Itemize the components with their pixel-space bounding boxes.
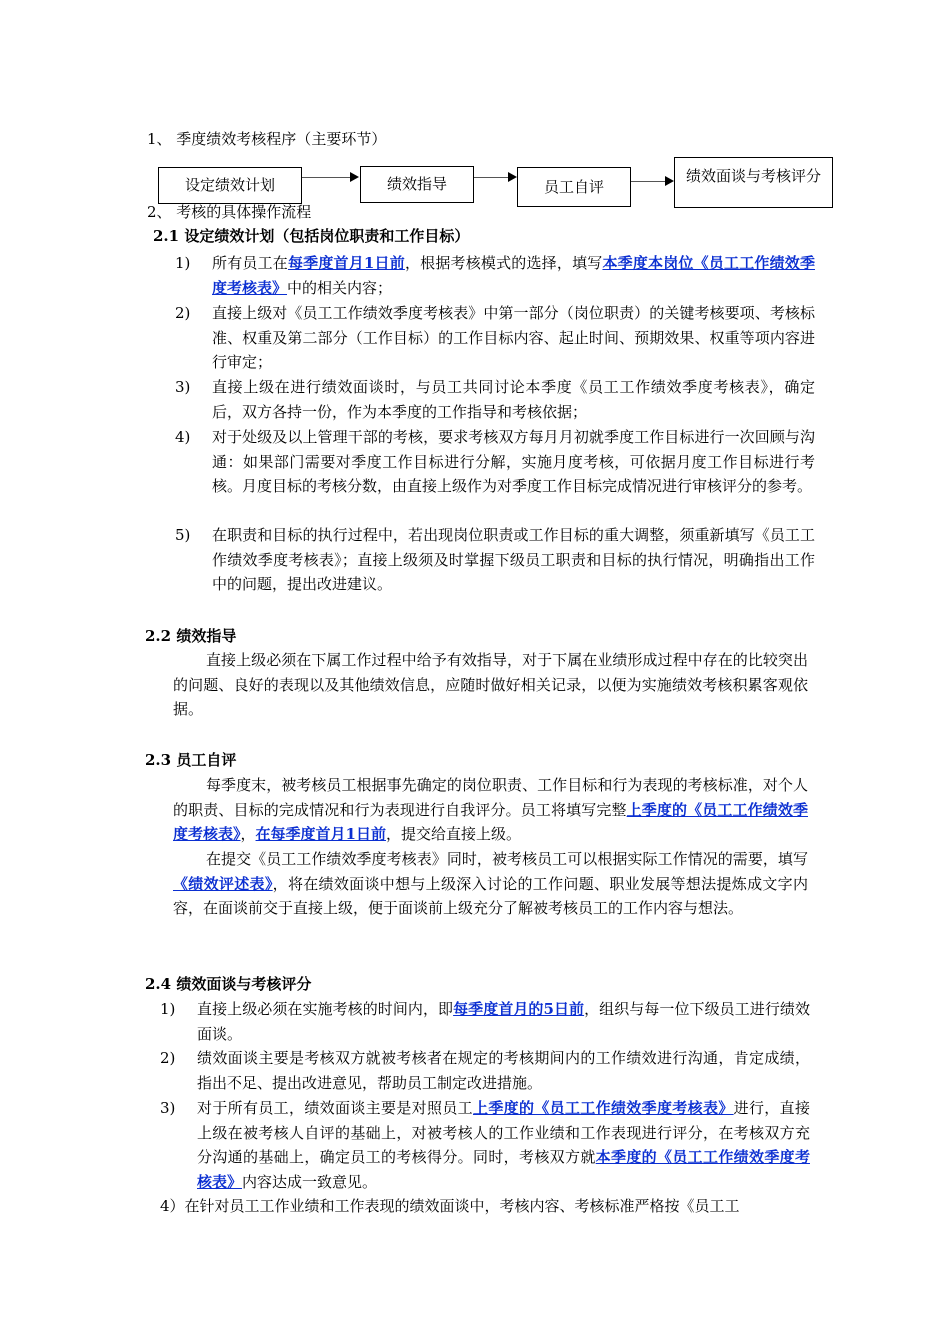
deadline-link[interactable]: 每季度首月1日前 bbox=[287, 254, 405, 272]
item-text: 直接上级必须在实施考核的时间内，即 bbox=[197, 1000, 454, 1018]
current-quarter-form-link[interactable]: 本季度的《员工工作绩效季度考核表》 bbox=[197, 1148, 810, 1191]
item-number: 3) bbox=[175, 378, 191, 396]
item-text: 内容达成一致意见。 bbox=[242, 1172, 378, 1191]
item-number: 3) bbox=[160, 1099, 176, 1117]
paragraph-text: 在提交《员工工作绩效季度考核表》同时，被考核员工可以根据实际工作情况的需要，填写 bbox=[206, 850, 808, 868]
item-number: 1) bbox=[175, 254, 191, 272]
item-text: 绩效面谈主要是考核双方就被考核者在规定的考核期间内的工作绩效进行沟通，肯定成绩，指出不足、提出改进意见，帮助员工制定改进措施。 bbox=[197, 1049, 810, 1092]
item-text: 直接上级在进行绩效面谈时，与员工共同讨论本季度《员工工作绩效季度考核表》，确定后，双方各持一份，作为本季度的工作指导和考核依据； bbox=[212, 378, 815, 421]
list-item bbox=[160, 1046, 810, 1095]
list-item bbox=[175, 425, 815, 499]
list-item bbox=[175, 523, 815, 597]
flow-arrow-2 bbox=[474, 177, 510, 178]
current-quarter-form-link[interactable]: 本季度本岗位《员工工作绩效季度考核表》 bbox=[212, 254, 815, 297]
flow-arrow-3 bbox=[631, 181, 667, 182]
paragraph-text: 每季度末，被考核员工根据事先确定的岗位职责、工作目标和行为表现的考核标准，对个人的职责、目标的完成情况和行为表现进行自我评分。员工将填写完整 bbox=[173, 776, 808, 819]
deadline-link[interactable]: 每季度首月的5日前 bbox=[453, 1000, 585, 1018]
item-text: 中的相关内容； bbox=[287, 278, 393, 297]
section-2-3-title: 2.3 员工自评 bbox=[145, 751, 237, 769]
section-2-2-title: 2.2 绩效指导 bbox=[145, 627, 237, 645]
section-2-title: 2、 考核的具体操作流程 bbox=[147, 203, 312, 221]
flow-arrowhead-1 bbox=[350, 172, 359, 182]
item-number: 2) bbox=[160, 1049, 176, 1067]
flow-box-interview: 绩效面谈与考核评分 bbox=[674, 157, 833, 208]
item-text: 对于处级及以上管理干部的考核，要求考核双方每月月初就季度工作目标进行一次回顾与沟通：如果部门需要对季度工作目标进行分解，实施月度考核，可依据月度工作目标进行考核。月度目标的考核分数，由直接上级作为对季度工作目标完成情况进行审核评分的参考。 bbox=[212, 428, 815, 495]
item-text: 在职责和目标的执行过程中，若出现岗位职责或工作目标的重大调整，须重新填写《员工工作绩效季度考核表》；直接上级须及时掌握下级员工职责和目标的执行情况，明确指出工作中的问题，提出改进建议。 bbox=[212, 526, 815, 593]
last-quarter-form-link[interactable]: 上季度的《员工工作绩效季度考核表》 bbox=[472, 1099, 734, 1117]
section-1-title: 1、 季度绩效考核程序（主要环节） bbox=[147, 130, 387, 148]
flow-box-plan: 设定绩效计划 bbox=[158, 167, 302, 204]
paragraph-text: ，将在绩效面谈中想与上级深入讨论的工作问题、职业发展等想法提炼成文字内容，在面谈前交于直接上级，便于面谈前上级充分了解被考核员工的工作内容与想法。 bbox=[173, 874, 808, 917]
list-item: 4）在针对员工工作业绩和工作表现的绩效面谈中，考核内容、考核标准严格按《员工工 bbox=[160, 1197, 740, 1215]
paragraph-text: ，提交给直接上级。 bbox=[385, 825, 521, 843]
item-text: ，组织与每一位下级员工进行绩效面谈。 bbox=[197, 1000, 810, 1043]
item-number: 4) bbox=[175, 428, 191, 446]
item-number: 1) bbox=[160, 1000, 176, 1018]
deadline-link[interactable]: 在每季度首月1日前 bbox=[255, 825, 386, 843]
item-number: 5) bbox=[175, 526, 191, 544]
paragraph bbox=[173, 847, 808, 921]
flow-arrowhead-2 bbox=[508, 172, 517, 182]
review-form-link[interactable]: 《绩效评述表》 bbox=[173, 874, 273, 893]
section-2-4-title: 2.4 绩效面谈与考核评分 bbox=[145, 975, 312, 993]
flow-arrow-1 bbox=[302, 177, 352, 178]
item-text: 直接上级对《员工工作绩效季度考核表》中第一部分（岗位职责）的关键考核要项、考核标准、权重及第二部分（工作目标）的工作目标内容、起止时间、预期效果、权重等项内容进行审定； bbox=[212, 304, 815, 371]
flow-box-self-eval: 员工自评 bbox=[517, 167, 631, 207]
item-text: ，根据考核模式的选择，填写 bbox=[404, 254, 603, 272]
last-quarter-form-link[interactable]: 上季度的《员工工作绩效季度考核表》 bbox=[173, 800, 808, 843]
item-number: 2) bbox=[175, 304, 191, 322]
paragraph-text: ， bbox=[240, 825, 256, 843]
flow-arrowhead-3 bbox=[665, 176, 674, 186]
paragraph bbox=[173, 773, 808, 847]
list-item bbox=[175, 251, 815, 300]
item-text: 所有员工在 bbox=[212, 254, 288, 272]
list-item bbox=[175, 301, 815, 375]
list-item bbox=[175, 375, 815, 424]
list-item bbox=[160, 1096, 810, 1194]
list-item bbox=[160, 997, 810, 1046]
item-text: 对于所有员工，绩效面谈主要是对照员工 bbox=[197, 1099, 473, 1117]
section-2-1-title: 2.1 设定绩效计划（包括岗位职责和工作目标） bbox=[153, 227, 470, 245]
flow-box-guidance: 绩效指导 bbox=[360, 166, 474, 203]
item-text: 进行，直接上级在被考核人自评的基础上，对被考核人的工作业绩和工作表现进行评分，在考核双方充分沟通的基础上，确定员工的考核得分。同时，考核双方就 bbox=[197, 1099, 810, 1166]
paragraph: 直接上级必须在下属工作过程中给予有效指导，对于下属在业绩形成过程中存在的比较突出的问题、良好的表现以及其他绩效信息，应随时做好相关记录，以便为实施绩效考核积累客观依据。 bbox=[173, 651, 808, 718]
